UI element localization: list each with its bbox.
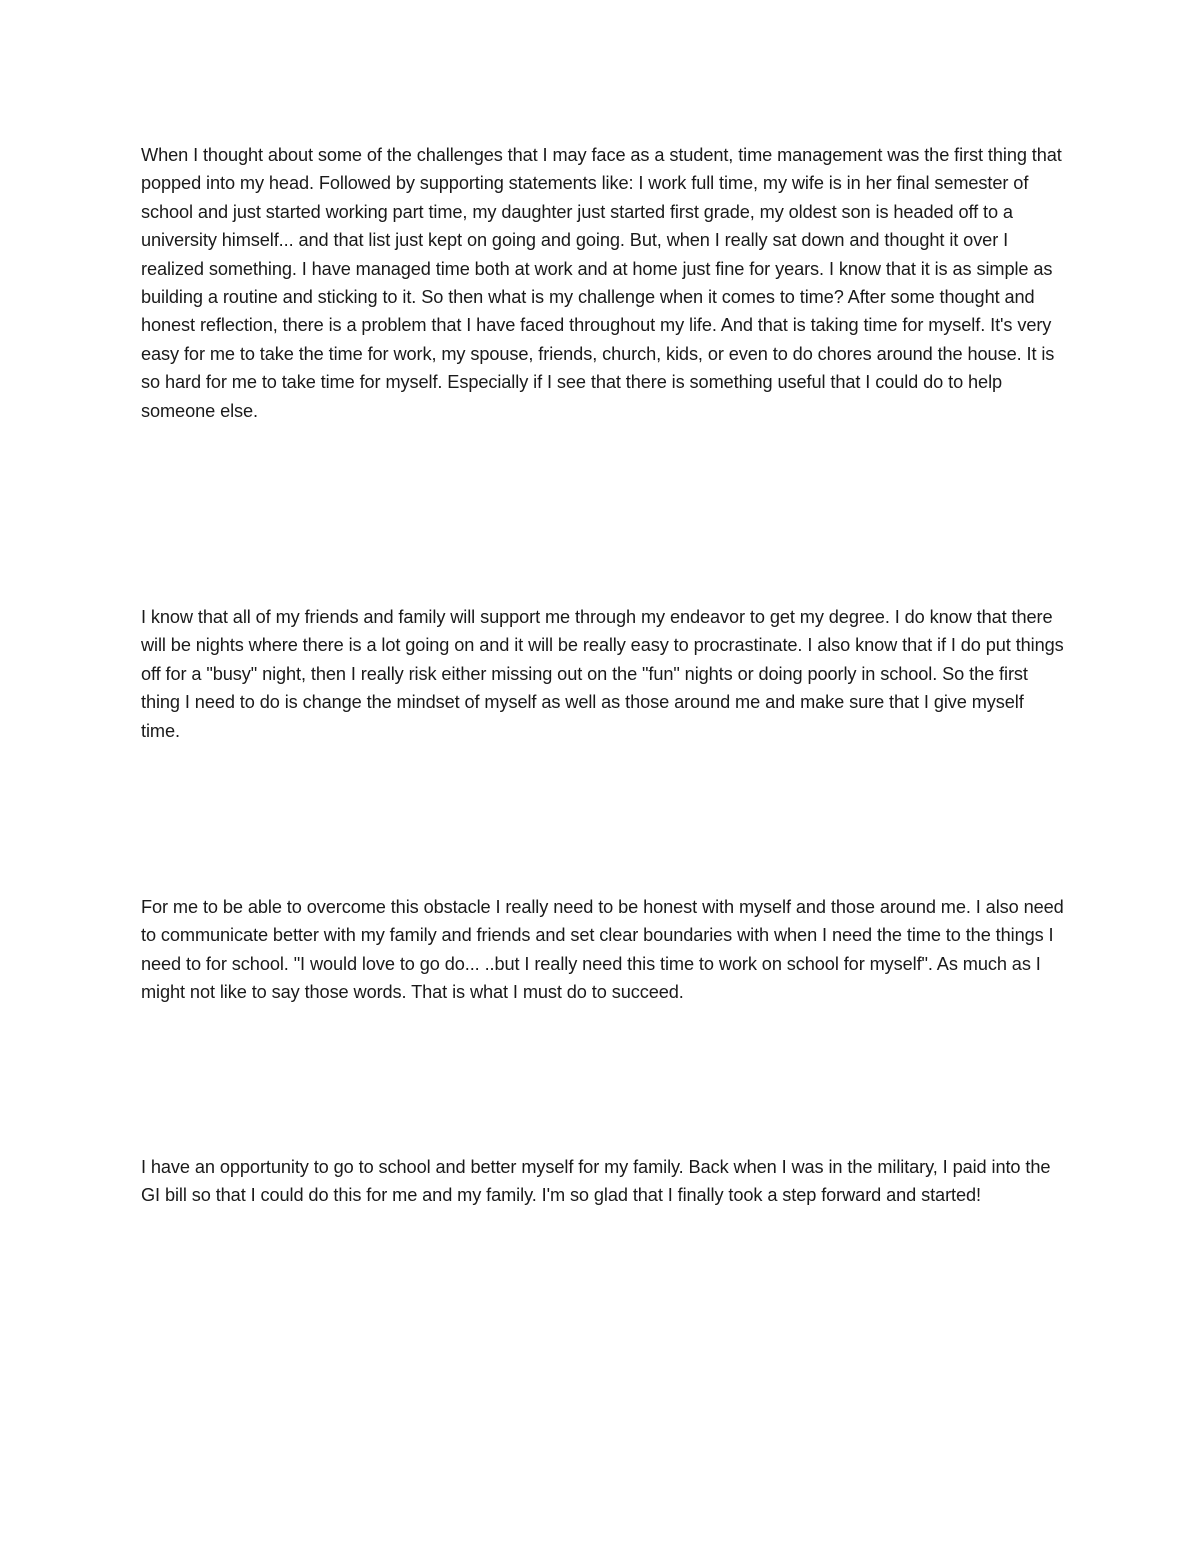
paragraph-overcome-obstacle: For me to be able to overcome this obstacle I really need to be honest with myself and those around me. I also need to communicate better with my family and friends and set clear boundaries with when I need the time to the things I need to for school. "I would love to go do... ..but I really need this time to work on school for myself". As much as I might not like to say those words. That is what I must do to succeed. xyxy=(141,897,1064,1003)
paragraph-support: I know that all of my friends and family will support me through my endeavor to get my degree. I do know that there will be nights where there is a lot going on and it will be really easy to procrastinate. I also know that if I do put things off for a "busy" night, then I really risk either missing out on the "fun" nights or doing poorly in school. So the first thing I need to do is change the mindset of myself as well as those around me and make sure that I give myself time. xyxy=(141,607,1064,741)
paragraph-opportunity: I have an opportunity to go to school and better myself for my family. Back when I was in the military, I paid into the GI bill so that I could do this for me and my family. I'm so glad that I finally took a step forward and started! xyxy=(141,1157,1051,1206)
paragraph-time-management: When I thought about some of the challenges that I may face as a student, time management was the first thing that popped into my head. Followed by supporting statements like: I work full time, my wife is in her final semester of school and just started working part time, my daughter just started first grade, my oldest son is headed off to a university himself... and that list just kept on going and going. But, when I really sat down and thought it over I realized something. I have managed time both at work and at home just fine for years. I know that it is as simple as building a routine and sticking to it. So then what is my challenge when it comes to time? After some thought and honest reflection, there is a problem that I have faced throughout my life. And that is taking time for myself. It's very easy for me to take the time for work, my spouse, friends, church, kids, or even to do chores around the house. It is so hard for me to take time for myself. Especially if I see that there is something useful that I could do to help someone else. xyxy=(141,145,1062,421)
